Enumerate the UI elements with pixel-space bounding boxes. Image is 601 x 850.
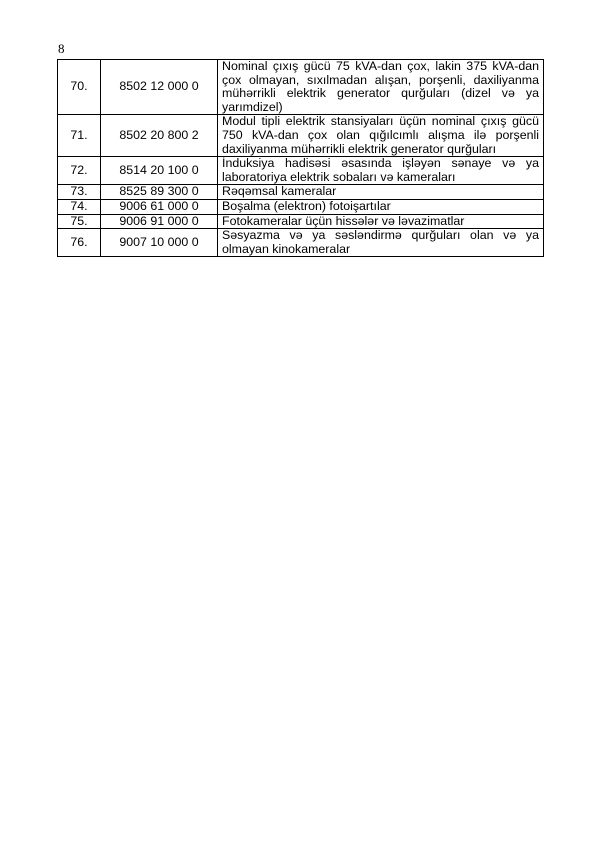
row-description: Səsyazma və ya səsləndirmə qurğuları olan və ya olmayan kinokameralar xyxy=(218,229,544,257)
goods-table xyxy=(57,59,544,257)
row-description: Nominal çıxış gücü 75 kVA-dan çox, lakin 375 kVA-dan çox olmayan, sıxılmadan alışan, porşenli, daxiliyanma mühərrikli elektrik generator qurğuları (dizel və ya yarımdizel) xyxy=(218,60,544,115)
row-code: 8502 20 800 2 xyxy=(101,115,218,157)
row-code: 8525 89 300 0 xyxy=(101,185,218,200)
row-number: 71. xyxy=(58,115,101,157)
row-description: Modul tipli elektrik stansiyaları üçün nominal çıxış gücü 750 kVA-dan çox olan qığılcımlı alışma ilə porşenli daxiliyanma mühərrikli elektrik generator qurğuları xyxy=(218,115,544,157)
row-number: 72. xyxy=(58,157,101,185)
row-code: 8502 12 000 0 xyxy=(101,60,218,115)
row-number: 73. xyxy=(58,185,101,200)
row-description: İnduksiya hadisəsi əsasında işləyən sənaye və ya laboratoriya elektrik sobaları və kameraları xyxy=(218,157,544,185)
row-number: 74. xyxy=(58,199,101,214)
row-code: 9006 61 000 0 xyxy=(101,199,218,214)
row-number: 75. xyxy=(58,214,101,229)
row-number: 76. xyxy=(58,229,101,257)
row-code: 9006 91 000 0 xyxy=(101,214,218,229)
table-row xyxy=(58,214,544,229)
row-number: 70. xyxy=(58,60,101,115)
table-row xyxy=(58,185,544,200)
row-description: Rəqəmsal kameralar xyxy=(218,185,544,200)
table-row xyxy=(58,115,544,157)
page-number: 8 xyxy=(58,41,65,56)
table-row xyxy=(58,157,544,185)
table-row xyxy=(58,199,544,214)
row-code: 8514 20 100 0 xyxy=(101,157,218,185)
row-description: Boşalma (elektron) fotoişartılar xyxy=(218,199,544,214)
row-code: 9007 10 000 0 xyxy=(101,229,218,257)
table-row xyxy=(58,60,544,115)
row-description: Fotokameralar üçün hissələr və ləvazimatlar xyxy=(218,214,544,229)
table-row xyxy=(58,229,544,257)
